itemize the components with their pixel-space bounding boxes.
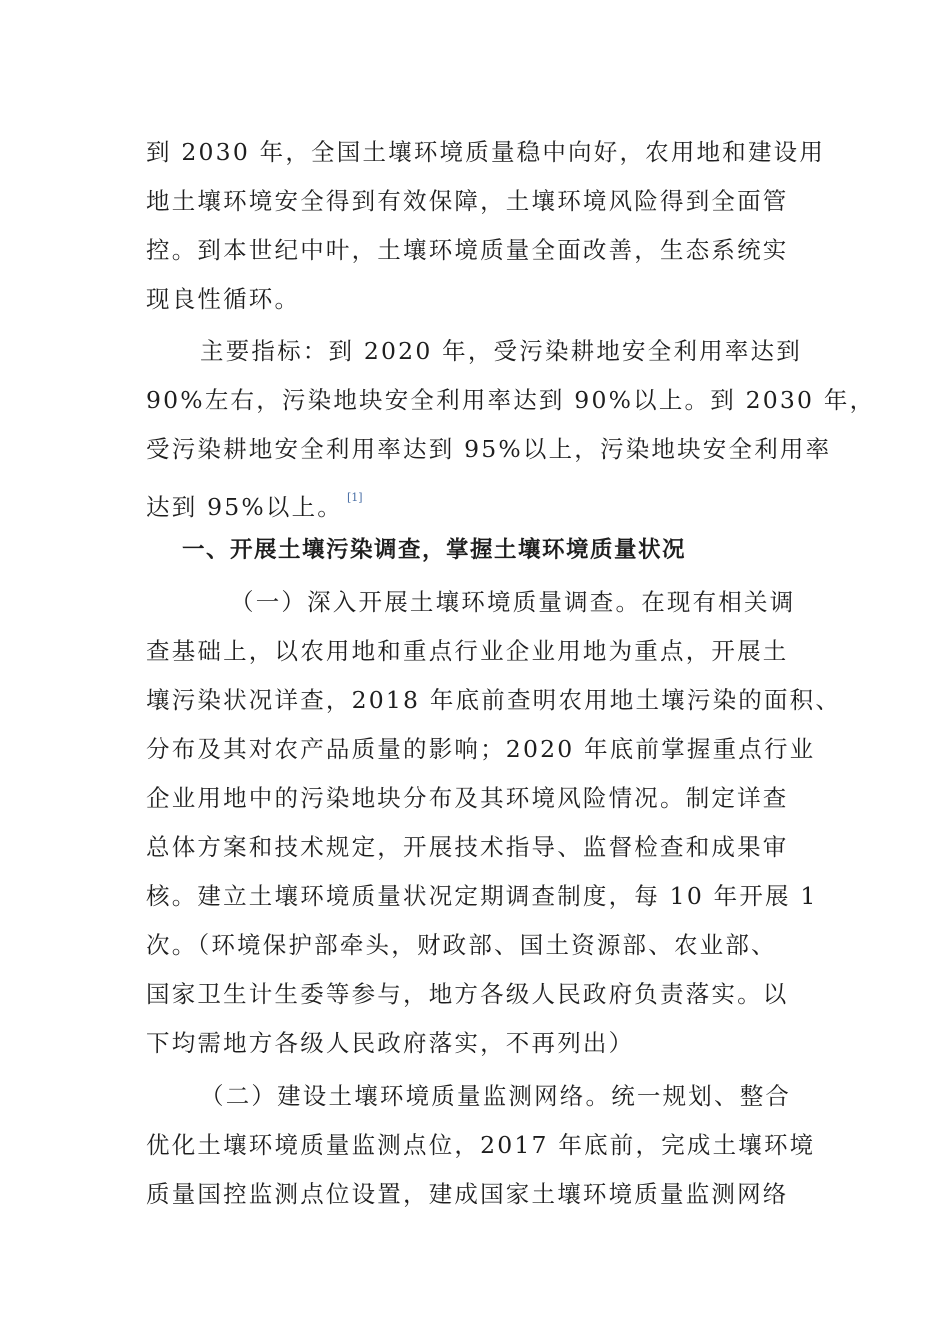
paragraph-line: 质量国控监测点位设置，建成国家土壤环境质量监测网络 [146, 1180, 789, 1208]
paragraph-line: 次。（环境保护部牵头，财政部、国土资源部、农业部、 [146, 931, 777, 959]
paragraph-line: 达到 95%以上。 [146, 493, 344, 521]
paragraph-line: 分布及其对农产品质量的影响；2020 年底前掌握重点行业 [146, 735, 816, 763]
paragraph-line: 壤污染状况详查，2018 年底前查明农用地土壤污染的面积、 [146, 686, 842, 714]
section-heading: 一、开展土壤污染调查，掌握土壤环境质量状况 [182, 537, 687, 563]
citation-link[interactable]: [1] [347, 491, 363, 504]
paragraph-line-with-citation [146, 481, 826, 521]
paragraph-line: （二）建设土壤环境质量监测网络。统一规划、整合 [200, 1082, 792, 1110]
paragraph-line: 地土壤环境安全得到有效保障，土壤环境风险得到全面管 [146, 187, 789, 215]
paragraph-line: 90%左右，污染地块安全利用率达到 90%以上。到 2030 年， [146, 386, 876, 414]
paragraph-line: 主要指标：到 2020 年，受污染耕地安全利用率达到 [200, 337, 802, 365]
paragraph-line: 优化土壤环境质量监测点位，2017 年底前，完成土壤环境 [146, 1131, 816, 1159]
paragraph-line: 企业用地中的污染地块分布及其环境风险情况。制定详查 [146, 784, 789, 812]
paragraph-line: （一）深入开展土壤环境质量调查。在现有相关调 [230, 588, 796, 616]
paragraph-line: 国家卫生计生委等参与，地方各级人民政府负责落实。以 [146, 980, 789, 1008]
paragraph-line: 受污染耕地安全利用率达到 95%以上，污染地块安全利用率 [146, 435, 832, 463]
paragraph-line: 控。到本世纪中叶，土壤环境质量全面改善，生态系统实 [146, 236, 789, 264]
paragraph-line: 下均需地方各级人民政府落实，不再列出） [146, 1029, 635, 1057]
paragraph-line: 总体方案和技术规定，开展技术指导、监督检查和成果审 [146, 833, 789, 861]
paragraph-line: 现良性循环。 [146, 285, 301, 313]
paragraph-line: 查基础上，以农用地和重点行业企业用地为重点，开展土 [146, 637, 789, 665]
paragraph-line: 核。建立土壤环境质量状况定期调查制度，每 10 年开展 1 [146, 882, 818, 910]
paragraph-line: 到 2030 年，全国土壤环境质量稳中向好，农用地和建设用 [146, 138, 826, 166]
